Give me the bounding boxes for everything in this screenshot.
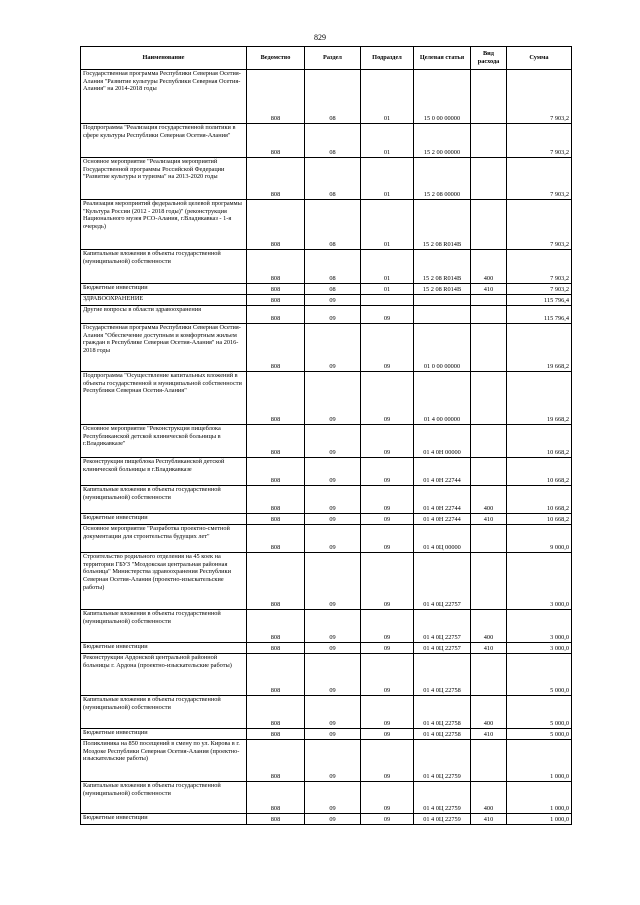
table-cell-statya: 15 2 08 R014В	[414, 200, 471, 250]
table-row	[81, 553, 572, 610]
table-cell-razdel: 08	[305, 250, 361, 284]
table-cell-razdel: 09	[305, 525, 361, 553]
table-cell-vedomstvo: 808	[247, 814, 305, 825]
table-cell-vid	[471, 458, 507, 486]
table-row	[81, 124, 572, 158]
table-cell-razdel: 09	[305, 425, 361, 458]
table-cell-name: Государственная программа Республики Северная Осетия-Алания "Развитие культуры Республики Северная Осетия-Алания" на 2014-2018 годы	[81, 70, 247, 124]
table-row	[81, 70, 572, 124]
table-cell-statya: 15 0 00 00000	[414, 70, 471, 124]
table-cell-name: Капитальные вложения в объекты государственной (муниципальной) собственности	[81, 486, 247, 514]
table-cell-vid	[471, 654, 507, 696]
table-cell-razdel: 09	[305, 740, 361, 782]
table-cell-name: Бюджетные инвестиции	[81, 514, 247, 525]
table-cell-name: Капитальные вложения в объекты государственной (муниципальной) собственности	[81, 696, 247, 729]
table-row	[81, 458, 572, 486]
table-cell-name: Строительство родильного отделения на 45 коек на территории ГБУЗ "Моздокская центральная районная больница" Министерства здравоохранения Республики Северная Осетия-Алания (проектно-изыскательские работы)	[81, 553, 247, 610]
table-cell-vedomstvo: 808	[247, 324, 305, 372]
table-cell-vid: 410	[471, 514, 507, 525]
table-cell-summa: 7 903,2	[507, 158, 572, 200]
header-summa: Сумма	[507, 47, 572, 70]
table-row	[81, 324, 572, 372]
table-cell-podrazdel: 09	[361, 814, 414, 825]
table-cell-razdel: 09	[305, 486, 361, 514]
table-cell-podrazdel: 09	[361, 372, 414, 425]
table-cell-vid	[471, 70, 507, 124]
table-cell-summa: 19 668,2	[507, 372, 572, 425]
table-body	[81, 70, 572, 825]
table-cell-summa: 7 903,2	[507, 284, 572, 295]
table-row	[81, 696, 572, 729]
table-cell-name: Поликлиника на 850 посещений в смену по ул. Кирова в г. Моздоке Республики Северная Осетия-Алания (проектно-изыскательские работы)	[81, 740, 247, 782]
table-cell-podrazdel: 09	[361, 425, 414, 458]
table-cell-podrazdel: 09	[361, 553, 414, 610]
table-cell-vedomstvo: 808	[247, 295, 305, 306]
table-cell-podrazdel: 09	[361, 486, 414, 514]
table-cell-name: Другие вопросы в области здравоохранения	[81, 306, 247, 324]
table-cell-podrazdel: 09	[361, 306, 414, 324]
table-cell-name: Государственная программа Республики Северная Осетия-Алания "Обеспечение доступным и комфортным жильем граждан в Республике Северная Осетия-Алания" на 2016-2018 годы	[81, 324, 247, 372]
table-cell-statya: 01 0 00 00000	[414, 324, 471, 372]
table-cell-vid	[471, 553, 507, 610]
table-cell-podrazdel: 01	[361, 124, 414, 158]
table-cell-podrazdel: 09	[361, 729, 414, 740]
table-cell-vedomstvo: 808	[247, 250, 305, 284]
table-cell-podrazdel: 01	[361, 250, 414, 284]
header-vedomstvo: Ведомство	[247, 47, 305, 70]
table-cell-statya: 01 4 00 00000	[414, 372, 471, 425]
table-row	[81, 372, 572, 425]
table-row	[81, 782, 572, 814]
table-cell-vid	[471, 324, 507, 372]
table-cell-vedomstvo: 808	[247, 525, 305, 553]
table-cell-vid: 410	[471, 284, 507, 295]
budget-table	[80, 46, 572, 825]
table-cell-podrazdel: 09	[361, 782, 414, 814]
table-cell-statya: 15 2 08 R014В	[414, 250, 471, 284]
table-cell-statya: 01 4 0Н 00000	[414, 425, 471, 458]
page-number: 829	[314, 33, 326, 42]
table-row	[81, 250, 572, 284]
table-row	[81, 425, 572, 458]
table-cell-razdel: 08	[305, 124, 361, 158]
table-cell-vedomstvo: 808	[247, 729, 305, 740]
table-cell-podrazdel: 09	[361, 696, 414, 729]
table-cell-razdel: 09	[305, 643, 361, 654]
table-cell-statya: 01 4 0Ц 22759	[414, 740, 471, 782]
table-row	[81, 200, 572, 250]
table-cell-summa: 5 000,0	[507, 696, 572, 729]
table-row	[81, 158, 572, 200]
table-cell-vedomstvo: 808	[247, 372, 305, 425]
header-vid-raskhoda: Вид расхода	[471, 47, 507, 70]
table-row	[81, 295, 572, 306]
table-cell-statya: 01 4 0Ц 22759	[414, 782, 471, 814]
table-cell-vedomstvo: 808	[247, 696, 305, 729]
table-cell-vedomstvo: 808	[247, 124, 305, 158]
table-cell-razdel: 09	[305, 553, 361, 610]
table-cell-vedomstvo: 808	[247, 740, 305, 782]
table-row	[81, 486, 572, 514]
header-podrazdel: Подраздел	[361, 47, 414, 70]
table-cell-name: Реконструкция пищеблока Республиканской детской клинической больницы в г.Владикавказе	[81, 458, 247, 486]
table-cell-vid	[471, 200, 507, 250]
table-cell-vid	[471, 124, 507, 158]
header-name: Наименование	[81, 47, 247, 70]
table-cell-vedomstvo: 808	[247, 284, 305, 295]
table-cell-statya: 01 4 0Ц 22759	[414, 814, 471, 825]
table-row	[81, 643, 572, 654]
table-cell-podrazdel: 09	[361, 458, 414, 486]
table-cell-vid	[471, 740, 507, 782]
table-row	[81, 740, 572, 782]
table-cell-statya: 01 4 0Ц 22757	[414, 610, 471, 643]
table-cell-summa: 115 796,4	[507, 306, 572, 324]
table-cell-vid: 400	[471, 782, 507, 814]
table-cell-vid	[471, 425, 507, 458]
table-cell-name: Основное мероприятие "Реконструкция пищеблока Республиканской детской клинической больницы в г.Владикавказе"	[81, 425, 247, 458]
table-cell-summa: 9 000,0	[507, 525, 572, 553]
table-cell-podrazdel	[361, 295, 414, 306]
table-cell-razdel: 09	[305, 295, 361, 306]
table-row	[81, 306, 572, 324]
table-cell-name: Реконструкция Ардонской центральной районной больницы г. Ардона (проектно-изыскательские работы)	[81, 654, 247, 696]
table-cell-razdel: 08	[305, 200, 361, 250]
table-cell-name: Основное мероприятие "Реализация мероприятий Государственной программы Российской Федерации "Развитие культуры и туризма" на 2013-2020 годы	[81, 158, 247, 200]
table-cell-vedomstvo: 808	[247, 70, 305, 124]
table-cell-razdel: 08	[305, 70, 361, 124]
table-cell-name: Бюджетные инвестиции	[81, 643, 247, 654]
table-cell-summa: 7 903,2	[507, 70, 572, 124]
table-cell-name: Бюджетные инвестиции	[81, 284, 247, 295]
table-cell-podrazdel: 09	[361, 514, 414, 525]
table-cell-vedomstvo: 808	[247, 200, 305, 250]
table-cell-razdel: 09	[305, 372, 361, 425]
table-cell-vedomstvo: 808	[247, 643, 305, 654]
table-cell-name: Бюджетные инвестиции	[81, 814, 247, 825]
table-row	[81, 729, 572, 740]
table-cell-razdel: 09	[305, 324, 361, 372]
table-cell-razdel: 09	[305, 729, 361, 740]
table-cell-vid	[471, 525, 507, 553]
table-cell-razdel: 09	[305, 814, 361, 825]
table-cell-summa: 10 668,2	[507, 486, 572, 514]
table-cell-summa: 1 000,0	[507, 814, 572, 825]
table-cell-summa: 7 903,2	[507, 124, 572, 158]
table-cell-podrazdel: 09	[361, 610, 414, 643]
table-cell-statya: 01 4 0Ц 22757	[414, 643, 471, 654]
table-cell-vedomstvo: 808	[247, 458, 305, 486]
table-cell-vedomstvo: 808	[247, 610, 305, 643]
table-cell-vid: 400	[471, 610, 507, 643]
table-row	[81, 610, 572, 643]
table-cell-statya	[414, 295, 471, 306]
table-cell-name: Капитальные вложения в объекты государственной (муниципальной) собственности	[81, 250, 247, 284]
table-cell-razdel: 09	[305, 514, 361, 525]
header-razdel: Раздел	[305, 47, 361, 70]
table-cell-statya: 01 4 0Ц 22758	[414, 696, 471, 729]
table-cell-statya: 01 4 0Н 22744	[414, 458, 471, 486]
table-cell-statya: 01 4 0Ц 00000	[414, 525, 471, 553]
table-cell-vedomstvo: 808	[247, 486, 305, 514]
table-cell-statya: 15 2 08 R014В	[414, 284, 471, 295]
table-cell-statya: 01 4 0Ц 22757	[414, 553, 471, 610]
table-cell-vid	[471, 158, 507, 200]
table-cell-summa: 1 000,0	[507, 740, 572, 782]
table-cell-vedomstvo: 808	[247, 782, 305, 814]
table-cell-statya: 15 2 08 00000	[414, 158, 471, 200]
table-cell-podrazdel: 09	[361, 324, 414, 372]
table-cell-name: Капитальные вложения в объекты государственной (муниципальной) собственности	[81, 782, 247, 814]
table-cell-razdel: 09	[305, 696, 361, 729]
table-cell-razdel: 09	[305, 458, 361, 486]
table-cell-name: Основное мероприятие "Разработка проектно-сметной документации для строительства будущих лет"	[81, 525, 247, 553]
table-cell-vedomstvo: 808	[247, 514, 305, 525]
table-cell-summa: 1 000,0	[507, 782, 572, 814]
table-cell-name: Капитальные вложения в объекты государственной (муниципальной) собственности	[81, 610, 247, 643]
table-cell-razdel: 08	[305, 284, 361, 295]
table-cell-vedomstvo: 808	[247, 158, 305, 200]
table-cell-podrazdel: 01	[361, 284, 414, 295]
table-cell-vedomstvo: 808	[247, 553, 305, 610]
table-cell-razdel: 09	[305, 610, 361, 643]
table-cell-vid: 400	[471, 696, 507, 729]
table-cell-podrazdel: 01	[361, 70, 414, 124]
table-cell-summa: 10 668,2	[507, 458, 572, 486]
table-cell-vid: 410	[471, 814, 507, 825]
table-cell-summa: 5 000,0	[507, 729, 572, 740]
table-cell-statya: 15 2 00 00000	[414, 124, 471, 158]
table-cell-vid	[471, 306, 507, 324]
table-cell-name: Бюджетные инвестиции	[81, 729, 247, 740]
table-cell-statya: 01 4 0Н 22744	[414, 486, 471, 514]
table-cell-razdel: 09	[305, 782, 361, 814]
table-row	[81, 814, 572, 825]
table-cell-vedomstvo: 808	[247, 306, 305, 324]
table-cell-podrazdel: 01	[361, 158, 414, 200]
table-cell-vid	[471, 372, 507, 425]
table-cell-name: ЗДРАВООХРАНЕНИЕ	[81, 295, 247, 306]
table-row	[81, 525, 572, 553]
table-cell-vid: 410	[471, 643, 507, 654]
table-cell-podrazdel: 09	[361, 643, 414, 654]
table-cell-vid: 400	[471, 250, 507, 284]
table-cell-statya: 01 4 0Ц 22758	[414, 729, 471, 740]
table-cell-name: Подпрограмма "Реализация государственной политики в сфере культуры Республики Северная Осетия-Алания"	[81, 124, 247, 158]
table-row	[81, 514, 572, 525]
table-row	[81, 284, 572, 295]
table-cell-summa: 3 000,0	[507, 553, 572, 610]
table-header-row	[81, 47, 572, 70]
table-cell-statya: 01 4 0Ц 22758	[414, 654, 471, 696]
table-cell-vedomstvo: 808	[247, 425, 305, 458]
table-cell-summa: 19 668,2	[507, 324, 572, 372]
table-cell-vid	[471, 295, 507, 306]
table-cell-podrazdel: 01	[361, 200, 414, 250]
table-cell-name: Подпрограмма "Осуществление капитальных вложений в объекты государственной и муниципальной собственности Республики Северная Осетия-Алания"	[81, 372, 247, 425]
table-cell-vedomstvo: 808	[247, 654, 305, 696]
table-cell-statya: 01 4 0Н 22744	[414, 514, 471, 525]
table-cell-summa: 10 668,2	[507, 425, 572, 458]
header-tselevaya-statya: Целевая статья	[414, 47, 471, 70]
table-cell-podrazdel: 09	[361, 525, 414, 553]
table-cell-summa: 7 903,2	[507, 250, 572, 284]
table-cell-vid: 410	[471, 729, 507, 740]
table-cell-summa: 5 000,0	[507, 654, 572, 696]
table-cell-name: Реализация мероприятий федеральной целевой программы "Культура России (2012 - 2018 годы)" (реконструкция Национального музея РСО-Алания, г.Владикавказ - 1-я очередь)	[81, 200, 247, 250]
table-cell-statya	[414, 306, 471, 324]
table-cell-summa: 10 668,2	[507, 514, 572, 525]
table-cell-summa: 3 000,0	[507, 643, 572, 654]
table-cell-razdel: 09	[305, 654, 361, 696]
table-cell-podrazdel: 09	[361, 740, 414, 782]
table-cell-summa: 3 000,0	[507, 610, 572, 643]
table-cell-podrazdel: 09	[361, 654, 414, 696]
table-cell-summa: 7 903,2	[507, 200, 572, 250]
table-cell-vid: 400	[471, 486, 507, 514]
table-cell-razdel: 08	[305, 158, 361, 200]
table-row	[81, 654, 572, 696]
table-cell-summa: 115 796,4	[507, 295, 572, 306]
table-cell-razdel: 09	[305, 306, 361, 324]
